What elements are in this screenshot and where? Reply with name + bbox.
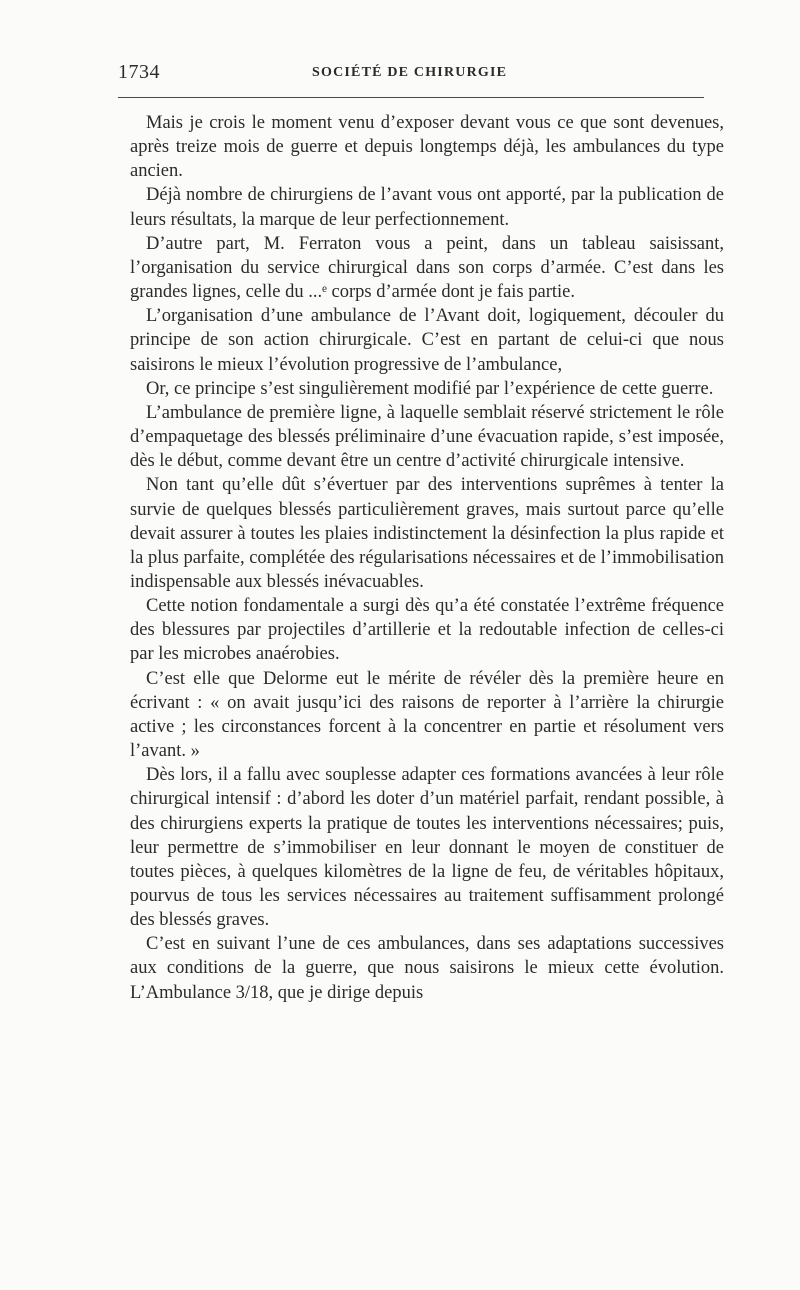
paragraph: Cette notion fondamentale a surgi dès qu’a été constatée l’extrême fréquence des blessures par projectiles d’artillerie et la redoutable infection de celles-ci par les microbes anaérobies. (130, 596, 724, 665)
page-number: 1734 (118, 61, 160, 83)
paragraph: L’organisation d’une ambulance de l’Avant doit, logiquement, découler du principe de son action chirurgicale. C’est en partant de celui-ci que nous saisirons le mieux l’évolution progressive de l’ambulance, (130, 306, 724, 375)
paragraph: Or, ce principe s’est singulièrement modifié par l’expérience de cette guerre. (146, 378, 714, 399)
paragraph: Déjà nombre de chirurgiens de l’avant vous ont apporté, par la publication de leurs résultats, la marque de leur perfectionnement. (130, 185, 724, 230)
header-rule (118, 97, 704, 98)
paragraph: C’est en suivant l’une de ces ambulances, dans ses adaptations successives aux conditions de la guerre, que nous saisirons le mieux cette évolution. L’Ambulance 3/18, que je dirige depuis (130, 934, 724, 1003)
paragraph: L’ambulance de première ligne, à laquelle semblait réservé strictement le rôle d’empaquetage des blessés préliminaire d’une évacuation rapide, s’est imposée, dès le début, comme devant être un centre d’activité chirurgicale intensive. (130, 402, 724, 472)
body-text (130, 111, 724, 1005)
paragraph: Non tant qu’elle dût s’évertuer par des interventions suprêmes à tenter la survie de quelques blessés particulièrement graves, mais surtout parce qu’elle devait assurer à toutes les plaies indistinctement la désinfection la plus rapide et la plus parfaite, complétée des régularisations nécessaires et de l’immobilisation indispensable aux blessés inévacuables. (130, 475, 724, 592)
running-head: SOCIÉTÉ DE CHIRURGIE (312, 65, 508, 80)
paragraph: D’autre part, M. Ferraton vous a peint, dans un tableau saisissant, l’organisation du service chirurgical dans son corps d’armée. C’est dans les grandes lignes, celle du ...ᵉ corps d’armée dont je fais partie. (130, 233, 724, 303)
paragraph: C’est elle que Delorme eut le mérite de révéler dès la première heure en écrivant : « on avait jusqu’ici des raisons de reporter à l’arrière la chirurgie active ; les circonstances forcent à la concentrer en partie et résolument vers l’avant. » (130, 668, 724, 762)
page-header (118, 60, 704, 84)
paragraph: Dès lors, il a fallu avec souplesse adapter ces formations avancées à leur rôle chirurgical intensif : d’abord les doter d’un matériel parfait, rendant possible, à des chirurgiens experts la pratique de toutes les interventions nécessaires; puis, leur permettre de s’immobiliser en leur donnant le moyen de constituer de toutes pièces, à quelques kilomètres de la ligne de feu, de véritables hôpitaux, pourvus de tous les services nécessaires au traitement suffisamment prolongé des blessés graves. (130, 765, 724, 931)
paragraph: Mais je crois le moment venu d’exposer devant vous ce que sont devenues, après treize mois de guerre et depuis longtemps déjà, les ambulances du type ancien. (130, 113, 724, 182)
